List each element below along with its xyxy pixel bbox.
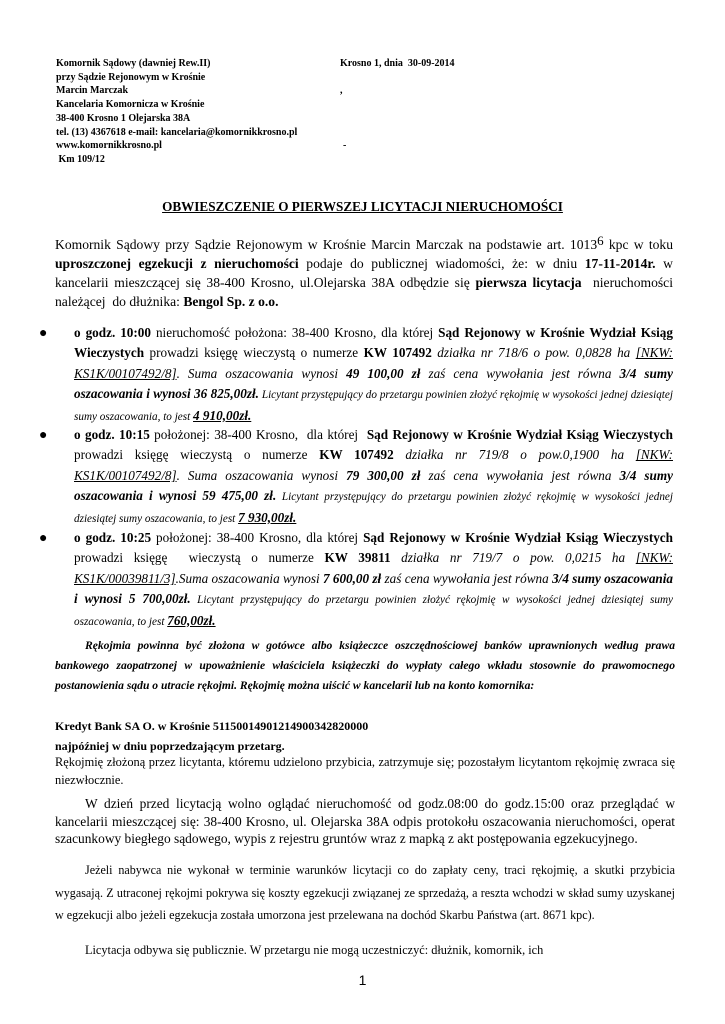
- deposit-paragraph: Rękojmia powinna być złożona w gotówce albo książeczce oszczędnościowej banków uprawnionych według prawa bankowego zaopatrzonej w upoważnienie właściciela książeczki do wypłaty całego wkładu stosownie do prawomocnego postanowienia sądu o utracie rękojmi. Rękojmię można uiścić w kancelarii lub na konto komornika:: [55, 639, 675, 693]
- page-title: OBWIESZCZENIE O PIERWSZEJ LICYTACJI NIERUCHOMOŚCI: [162, 199, 563, 214]
- bullet-icon: ●: [39, 326, 48, 341]
- land-register-ref: [NKW: KS1K/00107492/8]: [74, 447, 673, 483]
- bullet-icon: ●: [39, 428, 48, 443]
- list-item: ● o godz. 10:25 położonej: 38-400 Krosno, dla której Sąd Rejonowy w Krośnie Wydział Ksiąg Wieczystych prowadzi księgę wieczystą o numerze KW 39811 działka nr 719/7 o pow. 0,0215 ha [NKW: KS1K/00039811/3].Suma oszacowania wynosi 7 600,00 zł zaś cena wywołania jest równa 3/4 sumy oszacowania i wynosi 5 700,00zł. Licytant przystępujący do przetargu powinien złożyć rękojmię w wysokości jednej dziesiątej sumy oszacowania, to jest 760,00zł.: [39, 530, 677, 628]
- deposit-amount: 7 930,00zł.: [238, 509, 297, 525]
- land-register-ref: [NKW: KS1K/00107492/8]: [74, 345, 673, 381]
- bullet-icon: ●: [39, 531, 48, 546]
- place-date: Krosno 1, dnia 30-09-2014: [340, 58, 455, 69]
- intro-paragraph: Komornik Sądowy przy Sądzie Rejonowym w Krośnie Marcin Marczak na podstawie art. 1013$^6$ kpc w toku uproszczonej egzekucji z nieruchomości podaje do publicznej wiadomości, że: w dniu 17-11-2014r. w kancelarii mieszczącej się 38-400 Krosno, ul.Olejarska 38A odbędzie się pierwsza licytacja nieruchomości należącej do dłużnika: Bengol Sp. z o.o.: [55, 233, 677, 309]
- header-line: przy Sądzie Rejonowym w Krośnie: [56, 71, 206, 83]
- article-superscript: 6: [597, 233, 604, 248]
- header-line: 38-400 Krosno 1 Olejarska 38A: [56, 112, 191, 124]
- header-dash: -: [343, 140, 347, 152]
- debtor-name: Bengol Sp. z o.o.: [183, 293, 279, 309]
- property-list: [39, 323, 677, 632]
- header-line: Kancelaria Komornicza w Krośnie: [56, 99, 205, 111]
- deposit-amount: 760,00zł.: [167, 612, 216, 628]
- header-line: tel. (13) 4367618 e-mail: kancelaria@komornikkrosno.pl: [56, 126, 298, 138]
- viewing-paragraph: W dzień przed licytacją wolno oglądać nieruchomość od godz.08:00 do godz.15:00 oraz przeglądać w kancelarii mieszczącej się: 38-400 Krosno, ul. Olejarska 38A odpis protokołu oszacowania nieruchomości, operat szacunkowy biegłego sądowego, wypis z rejestru gruntów wraz z mapką z akt postępowania egzekucyjnego.: [55, 796, 675, 847]
- land-register-ref: [NKW: KS1K/00039811/3]: [74, 550, 673, 586]
- page-number: 1: [358, 972, 367, 988]
- header-line: Komornik Sądowy (dawniej Rew.II): [56, 58, 211, 69]
- auction-date: 17-11-2014r.: [584, 255, 656, 271]
- list-item: ● o godz. 10:00 nieruchomość położona: 38-400 Krosno, dla której Sąd Rejonowy w Krośnie Wydział Ksiąg Wieczystych prowadzi księgę wieczystą o numerze KW 107492 działka nr 718/6 o pow. 0,0828 ha [NKW: KS1K/00107492/8]. Suma oszacowania wynosi 49 100,00 zł zaś cena wywołania jest równa 3/4 sumy oszacowania i wynosi 36 825,00zł. Licytant przystępujący do przetargu powinien złożyć rękojmię w wysokości jednej dziesiątej sumy oszacowania, to jest 4 910,00zł.: [39, 325, 673, 423]
- list-item: ● o godz. 10:15 położonej: 38-400 Krosno, dla której Sąd Rejonowy w Krośnie Wydział Ksiąg Wieczystych prowadzi księgę wieczystą o numerze KW 107492 działka nr 719/8 o pow.0,1900 ha [NKW: KS1K/00107492/8]. Suma oszacowania wynosi 79 300,00 zł zaś cena wywołania jest równa 3/4 sumy oszacowania i wynosi 59 475,00 zł. Licytant przystępujący do przetargu powinien złożyć rękojmię w wysokości jednej dziesiątej sumy oszacowania, to jest 7 930,00zł.: [39, 427, 673, 525]
- auction-public-line: Licytacja odbywa się publicznie. W przetargu nie mogą uczestniczyć: dłużnik, komornik, ich: [85, 943, 544, 957]
- header-line: Marcin Marczak: [56, 85, 129, 97]
- case-number: Km 109/12: [56, 153, 105, 165]
- deposit-amount: 4 910,00zł.: [193, 407, 252, 423]
- header-comma: ,: [340, 85, 343, 97]
- bank-account: Kredyt Bank SA O. w Krośnie 51150014901214900342820000: [55, 719, 369, 733]
- place-date-block: [340, 57, 455, 153]
- deposit-return-paragraph: Rękojmię złożoną przez licytanta, któremu udzielono przybicia, zatrzymuje się; pozostałym licytantom rękojmię zwraca się niezwłocznie.: [55, 755, 675, 787]
- bailiff-header: [56, 57, 297, 167]
- forfeit-paragraph: Jeżeli nabywca nie wykonał w terminie warunków licytacji co do zapłaty ceny, traci rękojmię, a skutki przybicia wygasają. Z utraconej rękojmi pokrywa się koszty egzekucji związanej ze sprzedażą, a reszta wchodzi w skład sumy uzyskanej w egzekucji albo jeżeli egzekucja została umorzona jest przelewana na dochód Skarbu Państwa (art. 8671 kpc).: [55, 863, 675, 923]
- deposit-deadline: najpóźniej w dniu poprzedzającym przetarg.: [55, 739, 285, 753]
- header-line: www.komornikkrosno.pl: [56, 140, 162, 152]
